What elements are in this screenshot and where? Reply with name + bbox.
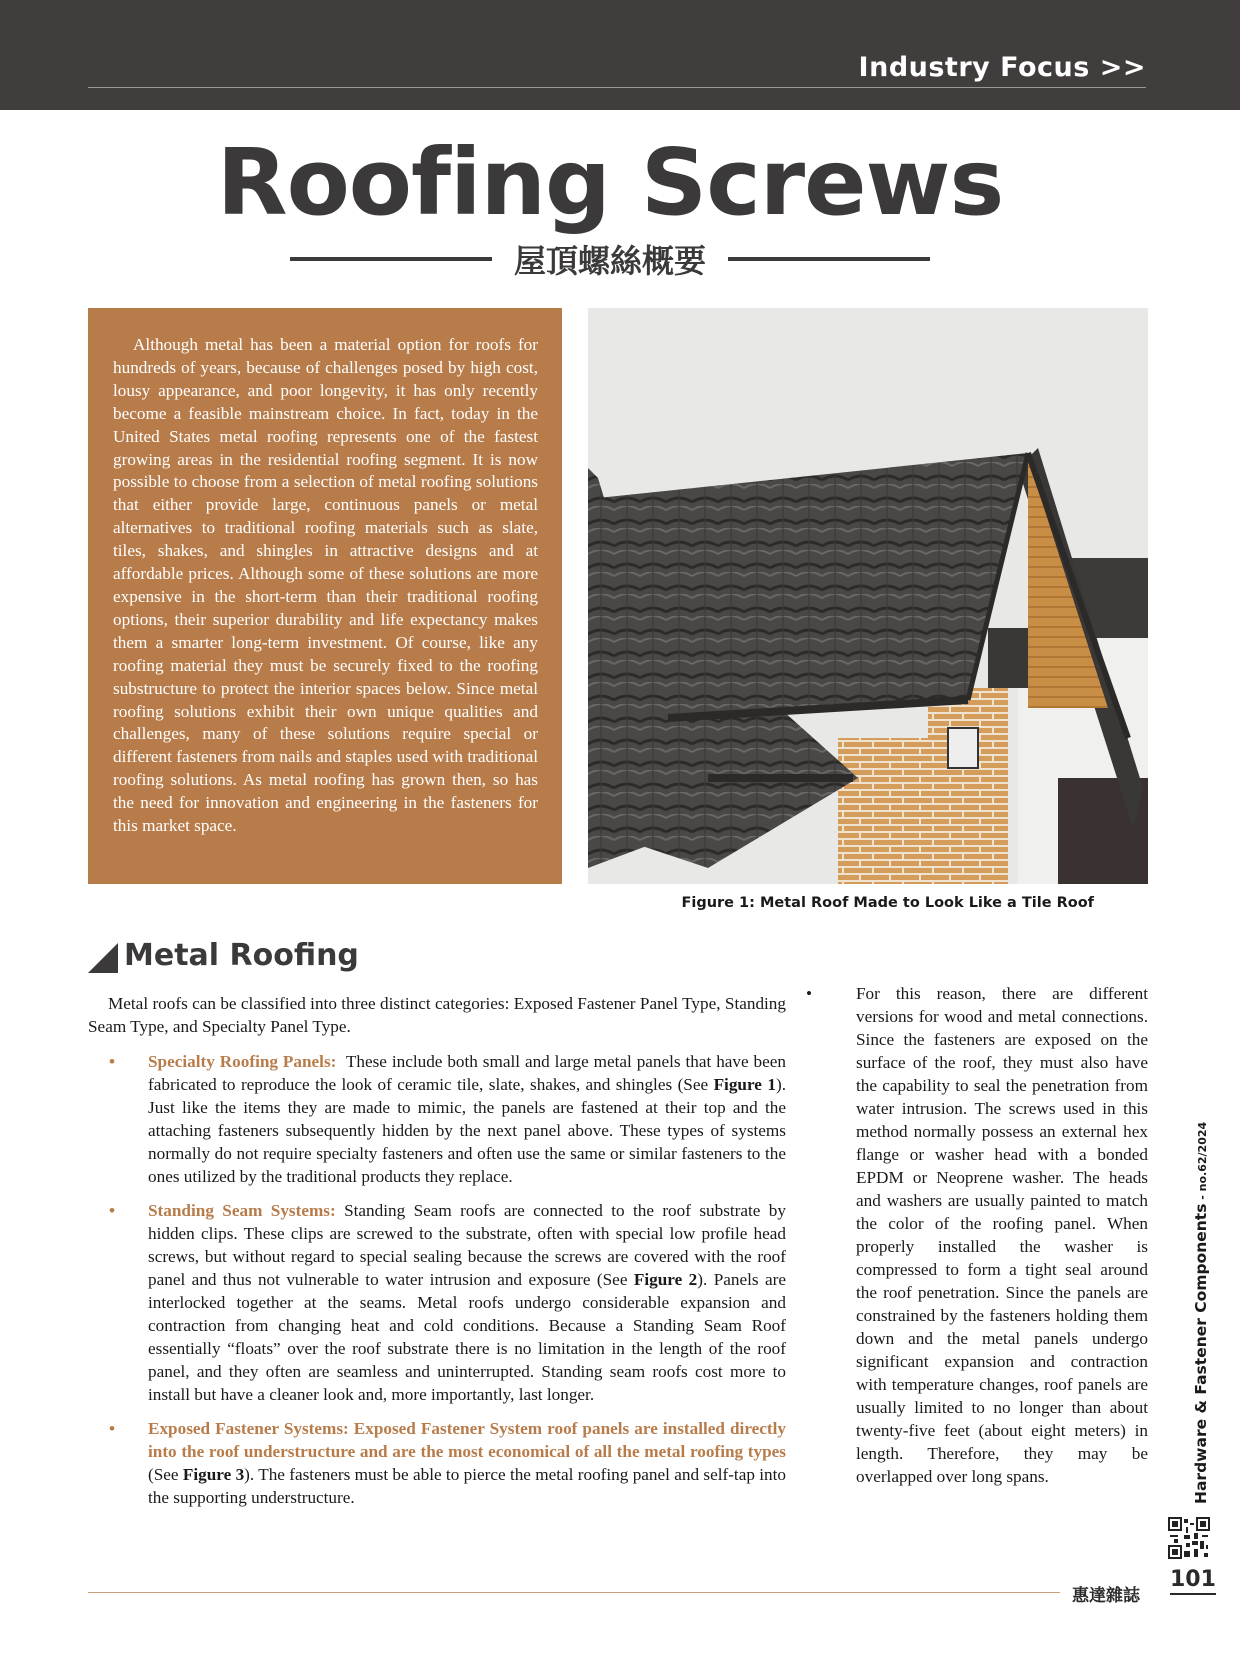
triangle-heading-icon bbox=[88, 943, 118, 973]
subtitle-rule-left bbox=[290, 257, 492, 261]
bullet-dot: • bbox=[806, 984, 813, 1003]
bullet-text: (See bbox=[148, 1465, 183, 1484]
bullet-heading: Standing Seam Systems: bbox=[148, 1201, 336, 1220]
bullet-dot: • bbox=[109, 1052, 116, 1071]
article-title: Roofing Screws bbox=[216, 129, 1004, 236]
bullet-text: ). The fasteners must be able to pierce the metal roofing panel and self-tap into the supporting understructure. bbox=[148, 1465, 786, 1507]
right-column bbox=[806, 982, 1148, 1488]
bullet-standing-seam bbox=[88, 1199, 786, 1406]
bullet-text: These include both small and large metal panels that have been fabricated to reproduce the look of ceramic tile, slate, shakes, and shingles (See bbox=[148, 1052, 786, 1094]
section-label: Industry Focus >> bbox=[858, 52, 1146, 83]
footer-rule bbox=[88, 1592, 1060, 1593]
header-rule bbox=[88, 87, 1146, 88]
qr-code-icon[interactable] bbox=[1168, 1517, 1210, 1559]
issue-number: - no.62/2024 bbox=[1196, 1121, 1209, 1204]
bullet-specialty-panels bbox=[88, 1050, 786, 1188]
magazine-sidebar bbox=[1192, 1122, 1210, 1504]
intro-text: Although metal has been a material option for roofs for hundreds of years, because of challenges posed by high cost, lousy appearance, and poor longevity, it has only recently become a feasible mainstream choice. In fact, today in the United States metal roofing represents one of the fastest growing areas in the residential roofing segment. It is now possible to choose from a selection of metal roofing solutions that either provide large, continuous panels or metal alternatives to traditional roofing materials such as slate, tiles, shakes, and shingles in attractive designs and at affordable prices. Although some of these solutions are more expensive in the short-term than their traditional roofing options, their superior durability and life expectancy makes them a smarter long-term investment. Of course, like any roofing material they must be securely fixed to the roofing substructure to protect the interior spaces below. Since metal roofing solutions exhibit their own unique qualities and challenges, many of these solutions require special or different fasteners from nails and staples used with traditional roofing solutions. As metal roofing has grown then, so has the need for innovation and engineering in the fasteners for this market space. bbox=[113, 335, 538, 836]
roof-photo bbox=[588, 308, 1148, 884]
bullet-text: Standing Seam roofs are connected to the roof substrate by hidden clips. These clips are screwed to the substrate, often with special low profile head screws, but without regard to special sealing because the screws are covered with the roof panel and thus not vulnerable to water intrusion and exposure (See bbox=[148, 1201, 786, 1289]
figure-caption: Figure 1: Metal Roof Made to Look Like a Tile Roof bbox=[681, 895, 1094, 911]
footer-brand: 惠達雜誌 bbox=[1072, 1586, 1140, 1606]
bullet-text: ). Just like the items they are made to mimic, the panels are fastened at their top and the attaching fasteners subsequently hidden by the next panel above. These types of systems normally do not require specialty fasteners and often use the same or similar fasteners to the ones utilized by the traditional products they replace. bbox=[148, 1075, 786, 1186]
subtitle-row bbox=[290, 237, 930, 281]
figure-reference: Figure 1 bbox=[713, 1075, 776, 1094]
intro-box bbox=[88, 308, 562, 884]
right-column-text: For this reason, there are different versions for wood and metal connections. Since the fasteners are exposed on the surface of the roof, they must also have the capability to seal the penetration from water intrusion. The screws used in this method normally possess an external hex flange or washer head with a bonded EPDM or Neoprene washer. The heads and washers are usually painted to match the color of the roofing panel. When properly installed the washer is compressed to form a tight seal around the roof penetration. Since the panels are constrained by the fasteners holding them down and the metal panels undergo significant expansion and contraction with temperature changes, roof panels are usually limited to no longer than about twenty-five feet (about eight meters) in length. Therefore, they may be overlapped over long spans. bbox=[856, 984, 1148, 1486]
bullet-heading: Specialty Roofing Panels: bbox=[148, 1052, 337, 1071]
left-column bbox=[88, 992, 786, 1520]
bullet-heading: Exposed Fastener Systems: Exposed Fastener System roof panels are installed directly into the roof understructure and are the most economical of all the metal roofing types bbox=[148, 1419, 786, 1461]
page-number: 101 bbox=[1170, 1567, 1216, 1595]
bullet-dot: • bbox=[109, 1201, 116, 1220]
bullet-dot: • bbox=[109, 1419, 116, 1438]
article-subtitle: 屋頂螺絲概要 bbox=[514, 242, 707, 280]
bullet-exposed-fastener bbox=[88, 1417, 786, 1509]
bullet-text: ). Panels are interlocked together at the seams. Metal roofs undergo considerable expansion and contraction from changing heat and cold conditions. Because a Standing Seam Roof essentially “floats” over the roof substrate there is no limitation in the length of the roof panel, and they often are seamless and uninterrupted. Standing seam roofs cost more to install but have a cleaner look and, more importantly, last longer. bbox=[148, 1270, 786, 1404]
section-heading: Metal Roofing bbox=[124, 938, 359, 973]
magazine-name: Hardware & Fastener Components bbox=[1192, 1203, 1210, 1504]
subtitle-rule-right bbox=[728, 257, 930, 261]
lead-paragraph: Metal roofs can be classified into three distinct categories: Exposed Fastener Panel Type, Standing Seam Type, and Specialty Panel Type. bbox=[88, 994, 786, 1036]
figure-reference: Figure 2 bbox=[633, 1270, 698, 1289]
figure-reference: Figure 3 bbox=[182, 1465, 245, 1484]
